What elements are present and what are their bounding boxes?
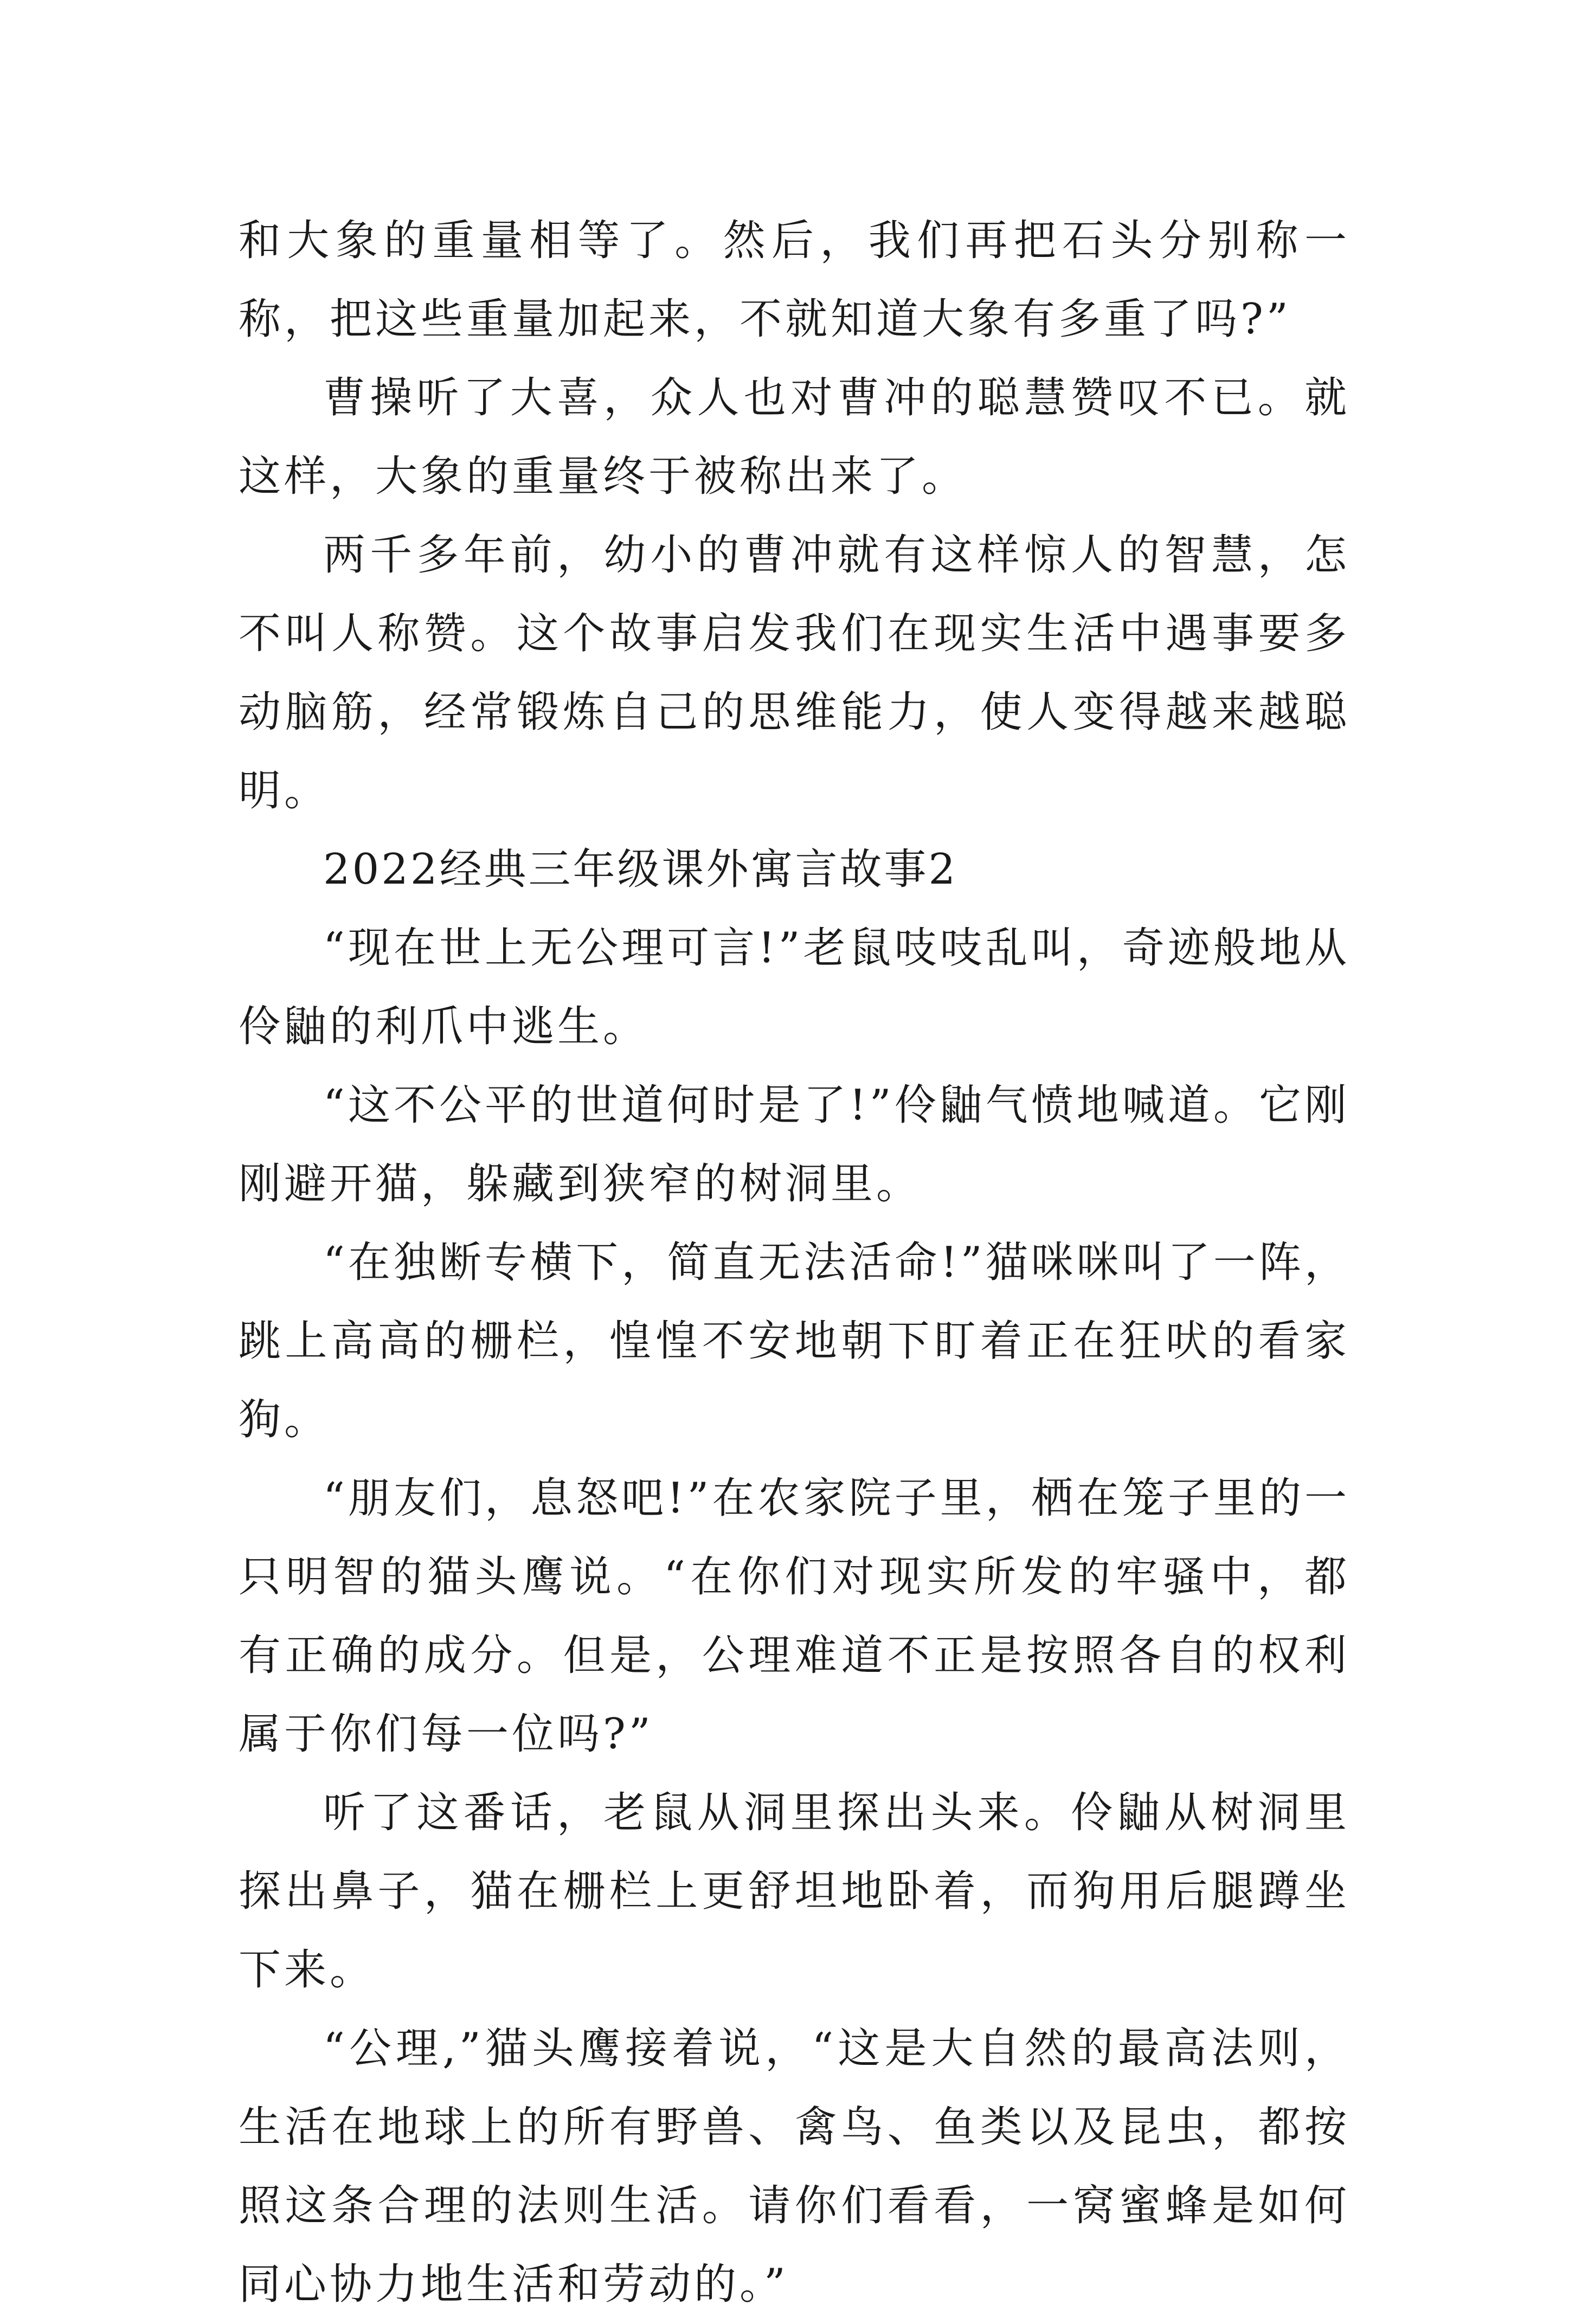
body-text [239,202,1350,2324]
paragraph-caocao-reaction: 曹操听了大喜，众人也对曹冲的聪慧赞叹不已。就这样，大象的重量终于被称出来了。 [239,374,1350,501]
paragraph-owl-speech: “朋友们，息怒吧!”在农家院子里，栖在笼子里的一只明智的猫头鹰说。“在你们对现实所发的牢骚中，都有正确的成分。但是，公理难道不正是按照各自的权利属于你们每一位吗?” [239,1474,1350,1759]
section-heading: 2022经典三年级课外寓言故事2 [323,845,958,894]
paragraph-owl-justice: “公理,”猫头鹰接着说，“这是大自然的最高法则，生活在地球上的所有野兽、禽鸟、鱼类以及昆虫，都按照这条合理的法则生活。请你们看看，一窝蜜蜂是如何同心协力地生活和劳动的。” [239,2024,1350,2309]
paragraph-story-moral: 两千多年前，幼小的曹冲就有这样惊人的智慧，怎不叫人称赞。这个故事启发我们在现实生活中遇事要多动脑筋，经常锻炼自己的思维能力，使人变得越来越聪明。 [239,531,1350,815]
paragraph-continuation: 和大象的重量相等了。然后，我们再把石头分别称一称，把这些重量加起来，不就知道大象有多重了吗?” [239,216,1350,344]
paragraph-mouse: “现在世上无公理可言!”老鼠吱吱乱叫，奇迹般地从伶鼬的利爪中逃生。 [239,924,1350,1051]
paragraph-weasel: “这不公平的世道何时是了!”伶鼬气愤地喊道。它刚刚避开猫，躲藏到狭窄的树洞里。 [239,1081,1350,1208]
paragraph-animals-listen: 听了这番话，老鼠从洞里探出头来。伶鼬从树洞里探出鼻子，猫在栅栏上更舒坦地卧着，而狗用后腿蹲坐下来。 [239,1788,1350,1994]
paragraph-cat: “在独断专横下，简直无法活命!”猫咪咪叫了一阵，跳上高高的栅栏，惶惶不安地朝下盯着正在狂吠的看家狗。 [239,1238,1350,1444]
